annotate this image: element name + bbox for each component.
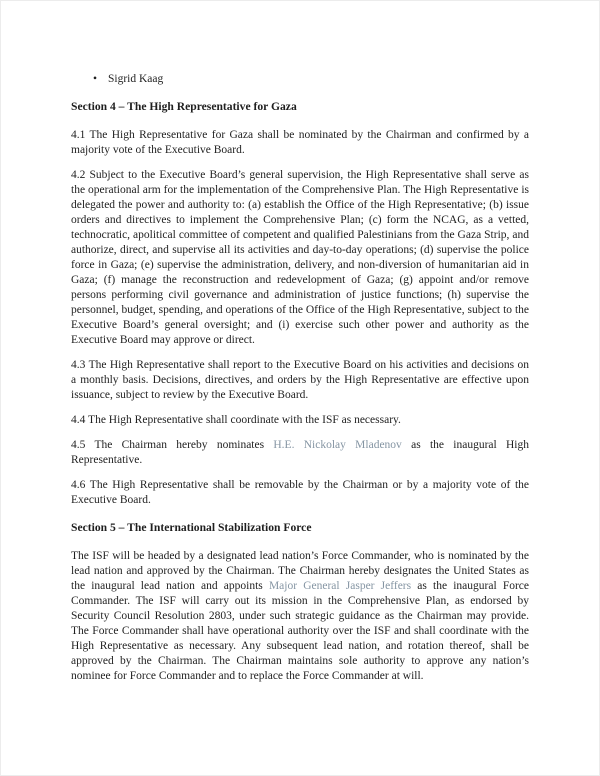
list-item-text: Sigrid Kaag xyxy=(108,73,164,85)
nominee-name-mladenov: H.E. Nickolay Mladenov xyxy=(273,439,402,451)
paragraph-4-6: 4.6 The High Representative shall be removable by the Chairman or by a majority vote of the Executive Board. xyxy=(71,479,529,506)
nominee-name-jeffers: Major General Jasper Jeffers xyxy=(268,580,412,592)
paragraph-4-3: 4.3 The High Representative shall report to the Executive Board on his activities and decisions on a monthly basis. Decisions, directives, and orders by the High Representative are effective upon issuance, subject to review by the Executive Board. xyxy=(71,359,529,401)
bullet-icon: • xyxy=(93,73,98,85)
paragraph-4-2: 4.2 Subject to the Executive Board’s general supervision, the High Representative shall serve as the operational arm for the implementation of the Comprehensive Plan. The High Representative is delegated the power and authority to: (a) establish the Office of the High Representative; (b) issue orders and directives to implement the Comprehensive Plan; (c) form the NCAG, as a vetted, technocratic, apolitical committee of competent and qualified Palestinians from the Gaza Strip, and authorize, direct, and supervise all its activities and day-to-day operations; (d) supervise the police force in Gaza; (e) supervise the administration, delivery, and non-diversion of humanitarian aid in Gaza; (f) manage the reconstruction and redevelopment of Gaza; (g) appoint and/or remove persons performing civil governance and administration of justice functions; (h) supervise the personnel, budget, spending, and operations of the Office of the High Representative, subject to the Executive Board’s general oversight; and (i) exercise such other power and authority as the Executive Board may approve or direct. xyxy=(71,169,529,346)
paragraph-4-1: 4.1 The High Representative for Gaza shall be nominated by the Chairman and confirmed by a majority vote of the Executive Board. xyxy=(71,129,529,156)
paragraph-5-1 xyxy=(71,549,529,684)
paragraph-4-5-text-before: 4.5 The Chairman hereby nominates xyxy=(71,439,274,451)
paragraph-5-1-text-after: as the inaugural Force Commander. The ISF will carry out its mission in the Comprehensive Plan, as endorsed by Security Council Resolution 2803, under such strategic guidance as the Chairman may provide. The Force Commander shall have operational authority over the ISF and shall coordinate with the High Representative as necessary. Any subsequent lead nation, and rotation thereof, shall be approved by the Chairman. The Chairman maintains sole authority to approve any nation’s nominee for Force Commander and to replace the Force Commander at will. xyxy=(71,580,529,682)
section5-heading: Section 5 – The International Stabilization Force xyxy=(71,521,312,534)
paragraph-4-5 xyxy=(71,438,529,468)
list-item xyxy=(71,72,529,87)
paragraph-4-5-text-after: as the inaugural High Representative. xyxy=(71,439,530,466)
paragraph-5-1-text-before: The ISF will be headed by a designated lead nation’s Force Commander, who is nominated by the lead nation and approved by the Chairman. The Chairman hereby designates the United States as the inaugural lead nation and appoints xyxy=(71,550,529,592)
section4-heading: Section 4 – The High Representative for Gaza xyxy=(71,100,297,113)
paragraph-4-4: 4.4 The High Representative shall coordinate with the ISF as necessary. xyxy=(71,414,401,426)
